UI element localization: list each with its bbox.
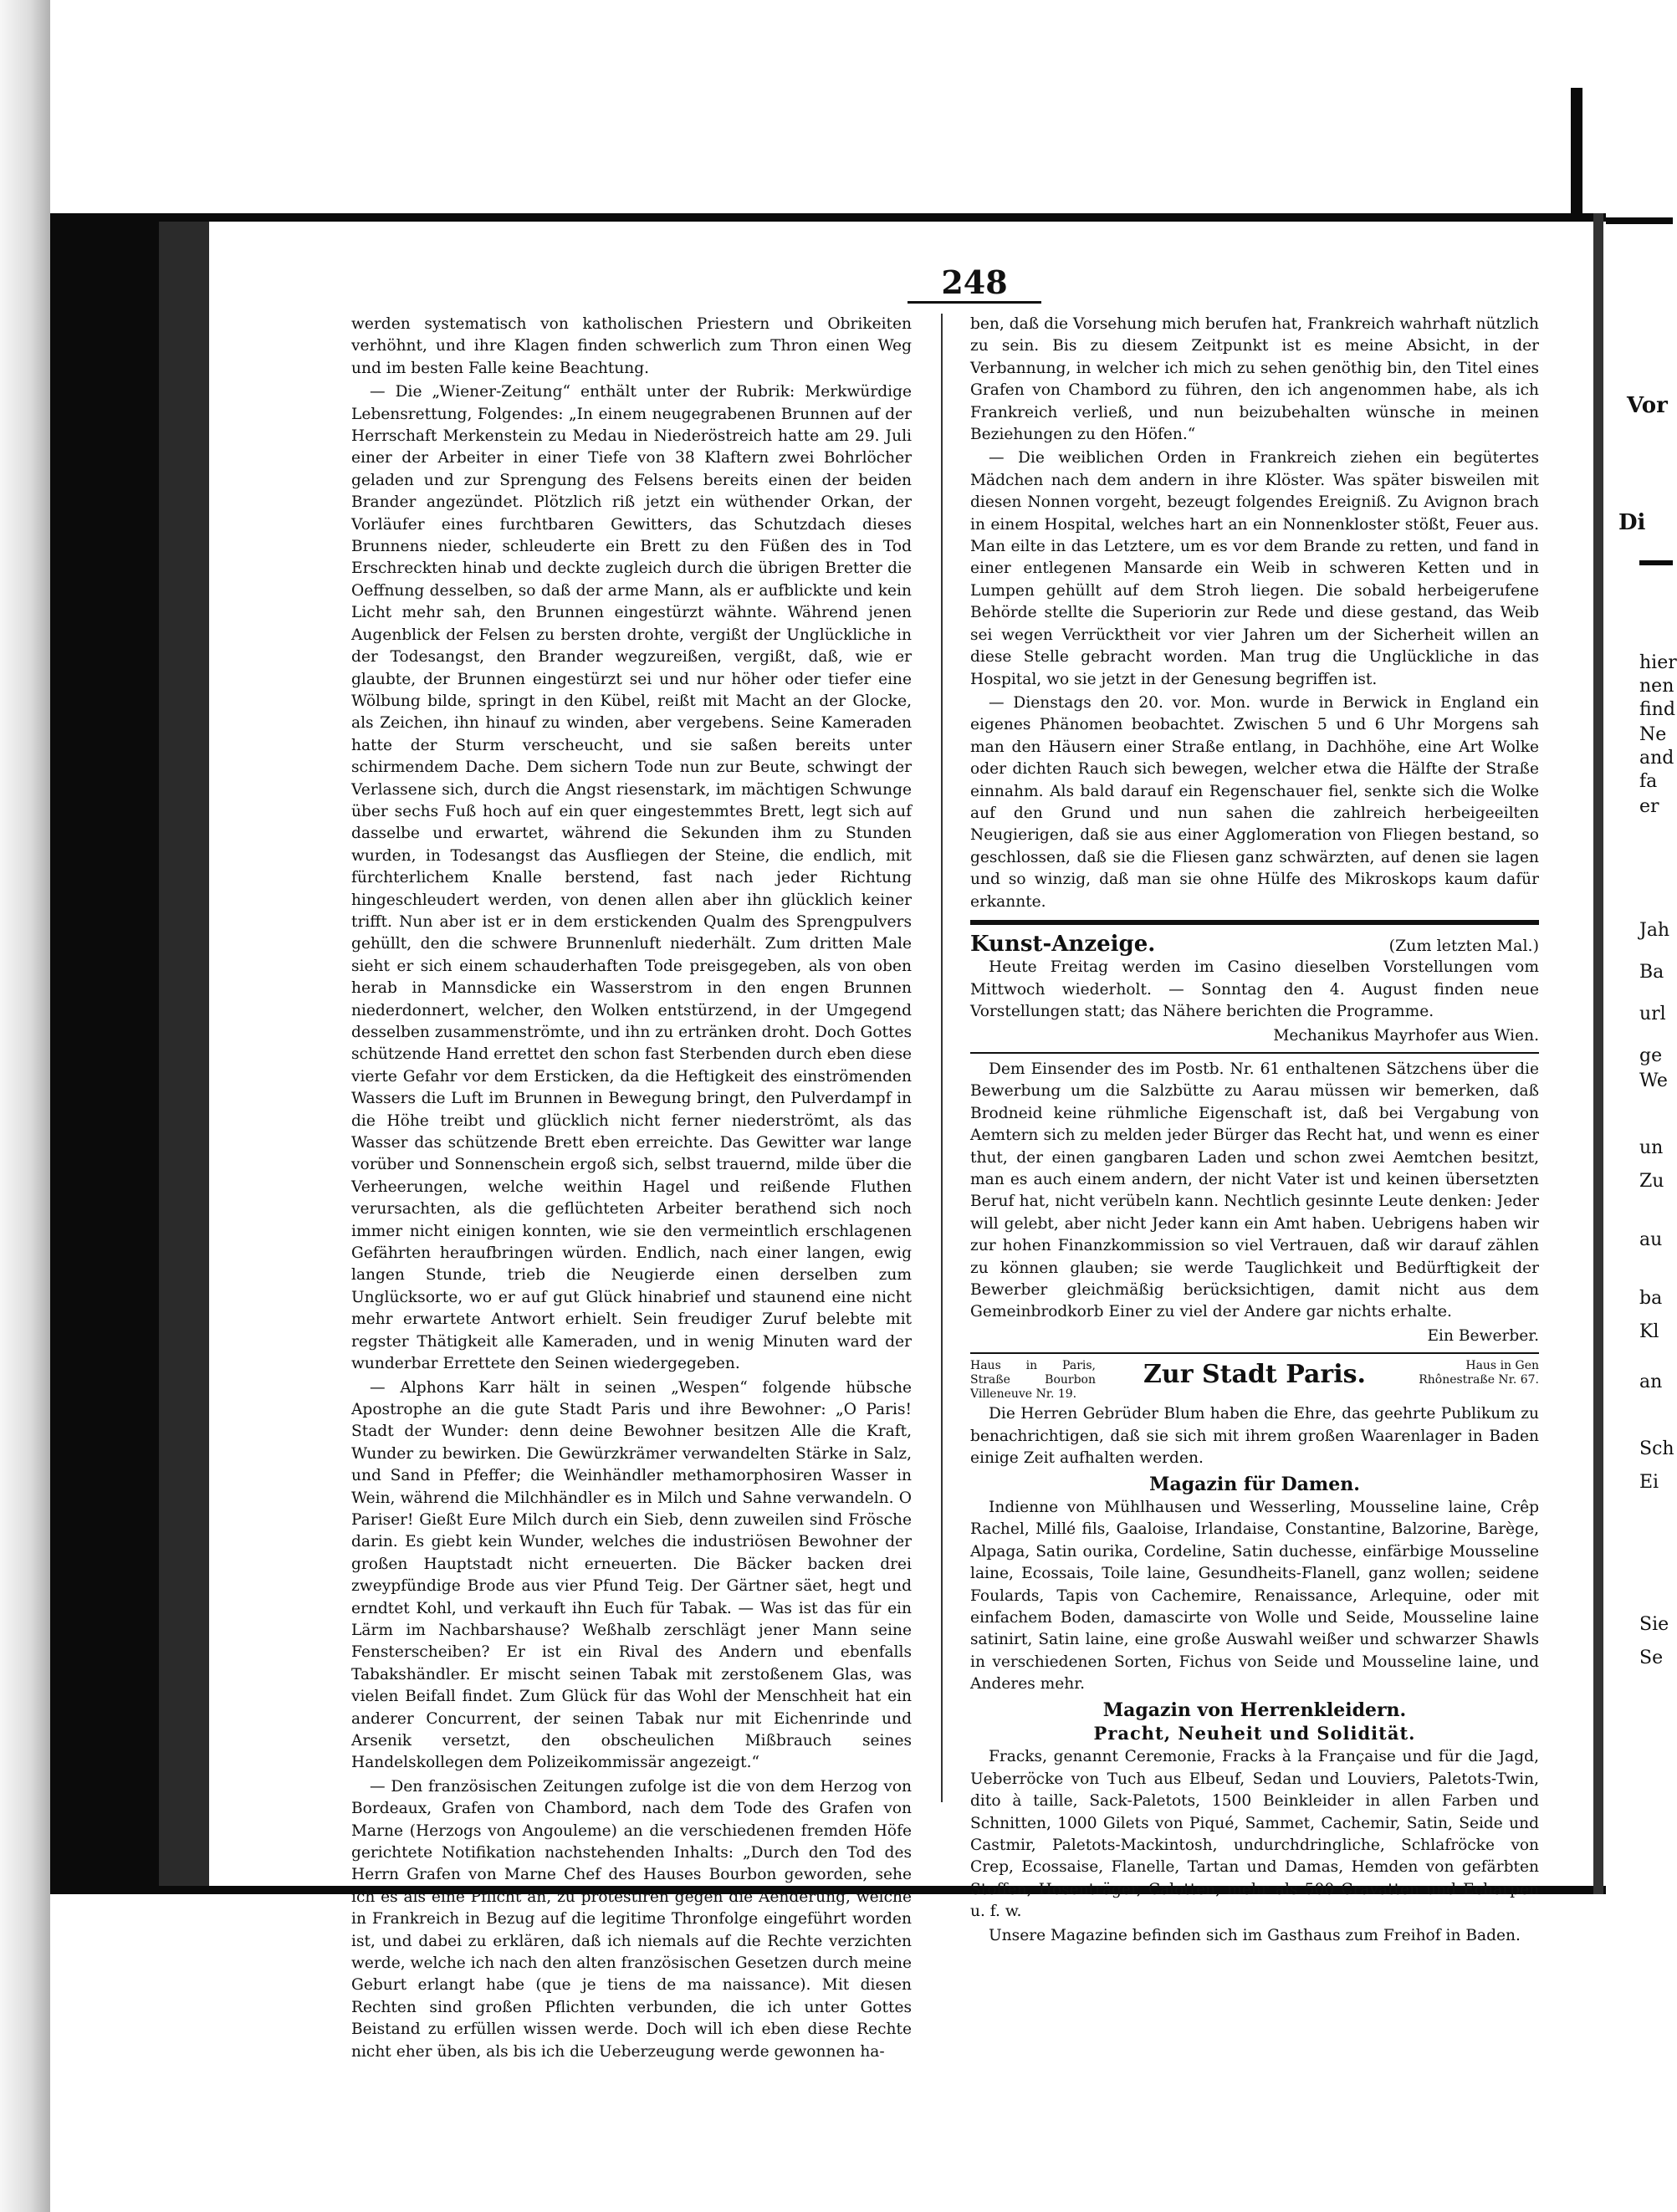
neighbor-fragment: Zu <box>1639 1171 1664 1192</box>
einsender-text: Dem Einsender des im Postb. Nr. 61 enthaltenen Sätzchens über die Bewerbung um die Salzbütte zu Aarau müssen wir bemerken, daß Brodneid keine rühmliche Eigenschaft ist, daß bei Vergabung von Aemtern sich zu melden jeder Bürger das Recht hat, und wenn es einer thut, der einen gangbaren Laden und schon zwei Aemtchen besitzt, man es auch einem andern, der nicht Vater ist und keinen übersetzten Beruf hat, nicht verübeln kann. Nechtlich gesinnte Leute denken: Jeder will gelebt, aber nicht Jeder kann ein Amt haben. Uebrigens haben wir zur hohen Finanzkommission so viel Vertrauen, daß wir darauf zählen zu können glauben; sie werde Tauglichkeit und Bedürftigkeit der Bewerber gleichmäßig berücksichtigen, damit nicht aus dem Gemeinbrodkorb Einer zu viel der Andere gar nichts erhalte. <box>970 1060 1539 1321</box>
page-number: 248 <box>941 263 1008 301</box>
einsender-notice <box>970 1059 1539 1347</box>
herren-magazin-text: Fracks, genannt Ceremonie, Fracks à la Française und für die Jagd, Ueberröcke von Tuch aus Elbeuf, Sedan und Louviers, Paletots-Twin, dito à taille, Sack-Paletots, 1500 Beinkleider in allen Farben und Schnitten, 1000 Gilets von Piqué, Sammet, Cachemir, Satin, Seide und Castmir, Paletots-Mackintosh, undurchdringliche, Schlafröcke von Crep, Ecossaise, Flanelle, Tartan und Damas, Hemden von gefärbten Stoffen, Hosenträger, Calotten, mehr als 500 Cravatten und Echarpen u. f. w. <box>970 1748 1539 1921</box>
neighbor-fragment: Se <box>1639 1648 1664 1668</box>
neighbor-fragment: and <box>1639 748 1674 769</box>
neighbor-fragment: nen <box>1639 676 1674 697</box>
damen-magazin-title: Magazin für Damen. <box>1149 1473 1360 1495</box>
neighbor-fragment: er <box>1639 796 1659 817</box>
neighbor-fragment: Ne <box>1639 724 1667 745</box>
herren-magazin-title: Magazin von Herrenkleidern. <box>1102 1699 1407 1721</box>
neighbor-fragment: url <box>1639 1004 1666 1024</box>
article-paragraph: werden systematisch von katholischen Priestern und Obrikeiten verhöhnt, und ihre Klagen finden schwerlich zum Thron einen Weg und im besten Falle keine Beachtung. <box>351 315 912 377</box>
geneva-address: Haus in Gen Rhônestraße Nr. 67. <box>1419 1359 1539 1387</box>
neighbor-fragment: Ba <box>1639 962 1664 983</box>
neighbor-fragment: find <box>1639 699 1675 720</box>
right-column <box>970 314 1539 1949</box>
article-paragraph: ben, daß die Vorsehung mich berufen hat, Frankreich wahrhaft nützlich zu sein. Bis zu diesem Zeitpunkt ist es meine Absicht, in der Verbannung, in welcher ich mich zu sehen genöthig bin, den Titel eines Grafen von Chambord zu führen, den ich angenommen habe, als ich Frankreich verließ, und nun beizubehalten wünsche in meinen Beziehungen zu den Höfen.“ <box>970 315 1539 444</box>
article-paragraph: — Die weiblichen Orden in Frankreich ziehen ein begütertes Mädchen nach dem andern in ihre Klöster. Was später bisweilen mit diesen Nonnen vorgeht, bezeugt folgendes Ereigniß. Zu Avignon brach in einem Hospital, welches hart an ein Nonnenkloster stößt, Feuer aus. Man eilte in das Letztere, um es vor dem Brande zu retten, und fand in einer entlegenen Mansarde ein Weib in schweren Ketten und in Lumpen gehüllt auf dem Stroh liegen. Die sobald herbeigerufene Behörde stellte die Superiorin zur Rede und diese gestand, das Weib sei wegen Verrücktheit vor vier Jahren um der Sicherheit willen an diese Stelle gebracht worden. Man trug die Unglückliche in das Hospital, wo sie jetzt in der Genesung begriffen ist. <box>970 449 1539 688</box>
right-page-edge <box>1571 88 1582 222</box>
neighbor-fragment: We <box>1639 1070 1668 1091</box>
neighbor-fragment: an <box>1639 1372 1663 1392</box>
damen-magazin-text: Indienne von Mühlhausen und Wesserling, Mousseline laine, Crêp Rachel, Millé fils, Gaaloise, Irlandaise, Constantine, Balzorine, Barège, Alpaga, Satin ourika, Cordeline, Satin duchesse, einfärbige Mousseline laine, Ecossais, Toile laine, Gesundheits-Flanell, ganz wollen; seidene Foulards, Tapis von Cachemire, Renaissance, Arlequine, oder mit einfachem Boden, damascirte von Wolle und Seide, Mousseline laine satinirt, Satin laine, eine große Auswahl weißer und schwarzer Shawls in verschiedenen Sorten, Fichus von Seide und Mousseline laine, und Anderes mehr. <box>970 1498 1539 1693</box>
neighbor-fragment: Vor <box>1627 393 1668 418</box>
right-column-articles <box>970 314 1539 913</box>
article-paragraph: — Alphons Karr hält in seinen „Wespen“ folgende hübsche Apostrophe an die gute Stadt Paris und ihre Bewohner: „O Paris! Stadt der Wunder: denn deine Bewohner besitzen Alle die Kraft, Wunder zu bewirken. Die Gewürzkrämer verwandelten Stärke in Salz, und Sand in Pfeffer; die Weinhändler methamorphosiren Wasser in Wein, während die Milchhändler es in Milch und Sahne verwandeln. O Pariser! Gießt Eure Milch durch ein Sieb, denn zuweilen sind Frösche darin. Es giebt kein Wunder, welches die industriösen Bewohner der großen Hauptstadt nicht erneuerten. Die Bäcker backen drei zweypfündige Brode aus vier Pfund Teig. Der Gärtner säet, hegt und erndtet Kohl, und verkauft ihn Euch für Tabak. — Was ist das für ein Lärm im Nachbarshause? Weßhalb zerschlägt jener Mann seine Fensterscheiben? Er ist ein Rival des Andern und ebenfalls Tabakshändler. Er mischt seinen Tabak mit zerstoßenem Glas, was vielen Beifall findet. Zum Glück für das Wohl der Menschheit hat ein anderer Concurrent, der seinen Tabak nur mit Eichenrinde und Arsenik versetzt, den obscheulichen Mißbrauch seines Handelskollegen dem Polizeikommissär angezeigt.“ <box>351 1378 912 1772</box>
page-number-rule <box>908 301 1041 304</box>
stadt-paris-ad <box>970 1359 1539 1947</box>
kunst-anzeige-text: Heute Freitag werden im Casino dieselben Vorstellungen vom Mittwoch wiederholt. — Sonntag den 4. August finden neue Vorstellungen statt; das Nähere berichten die Programme. <box>970 958 1539 1021</box>
right-page-top-rule <box>1606 217 1673 224</box>
article-paragraph: — Den französischen Zeitungen zufolge ist die von dem Herzog von Bordeaux, Grafen von Chambord, nach dem Tode des Grafen von Marne (Herzogs von Angouleme) an die verschiedenen fremden Höfe gerichtete Notifikation nachstehenden Inhalts: „Durch den Tod des Herrn Grafen von Marne Chef des Hauses Bourbon geworden, sehe ich es als eine Pflicht an, zu protestiren gegen die Aenderung, welche in Frankreich in Bezug auf die legitime Thronfolge eingeführt worden ist, und dabei zu erklären, daß ich niemals auf die Rechte verzichten werde, welche ich nach den alten französischen Gesetzen durch meine Geburt erlangt habe (que je tiens de ma naissance). Mit diesen Rechten sind großen Pflichten verbunden, die ich unter Gottes Beistand zu erfüllen wissen werde. Doch will ich eben diese Rechte nicht eher üben, als bis ich die Ueberzeugung werde gewonnen ha- <box>351 1777 912 2061</box>
herren-magazin-subtitle: Pracht, Neuheit und Solidität. <box>1093 1722 1416 1744</box>
neighbor-fragment: fa <box>1639 771 1658 792</box>
stadt-paris-intro: Die Herren Gebrüder Blum haben die Ehre, das geehrte Publikum zu benachrichtigen, daß sie sich mit ihrem großen Waarenlager in Baden einige Zeit aufhalten werden. <box>970 1405 1539 1468</box>
section-rule <box>970 1052 1539 1054</box>
paris-address: Haus in Paris, Straße Bourbon Villeneuve Nr. 19. <box>970 1359 1096 1402</box>
neighbor-fragment: au <box>1639 1229 1663 1250</box>
right-page-rule-2 <box>1639 560 1673 565</box>
stadt-paris-title: Zur Stadt Paris. <box>1143 1360 1366 1390</box>
left-column <box>351 314 912 2065</box>
left-scan-edge-inner <box>159 213 209 1894</box>
neighbor-fragment: Sie <box>1639 1614 1669 1635</box>
neighbor-fragment: ge <box>1639 1045 1663 1066</box>
page-binding-shadow <box>0 0 50 2212</box>
section-rule <box>970 920 1539 925</box>
article-paragraph: — Die „Wiener-Zeitung“ enthält unter der Rubrik: Merkwürdige Lebensrettung, Folgendes: „In einem neugegrabenen Brunnen auf der Herrschaft Merkenstein zu Medau in Niederöstreich hatte am 29. Juli einer der Arbeiter in einer Tiefe von 38 Klaftern zwei Bohrlöcher geladen und zur Sprengung des Felsens bereits einen der beiden Brander angezündet. Plötzlich riß jetzt ein wüthender Orkan, der Vorläufer eines furchtbaren Gewitters, das Schutzdach dieses Brunnens nieder, schleuderte ein Brett zu den Füßen des in Tod Erschreckten hinab und deckte zugleich durch die übrigen Bretter die Oeffnung desselben, so daß der arme Mann, als er aufblickte und kein Licht mehr sah, den Brunnen eingestürzt wähnte. Während jenen Augenblick der Felsen zu bersten drohte, vergißt der Unglückliche in der Todesangst, den Brander wegzureißen, vergißt, daß, wie er glaubte, der Brunnen eingestürzt sei und nur höher oder tiefer eine Wölbung bilde, springt in den Kübel, reißt mit Macht an der Glocke, als Zeichen, ihn hinauf zu winden, aber vergebens. Seine Kameraden hatte der Sturm verscheucht, und sie saßen bereits unter schirmendem Dache. Dem sichern Tode nun zur Beute, schwingt der Verlassene sich, durch die Angst riesenstark, im mächtigen Schwunge über sechs Fuß hoch auf ein quer eingestemmtes Brett, legt sich auf dasselbe und erwartet, während die Sekunden ihm zu Stunden wurden, in Todesangst das Ausfliegen der Steine, die endlich, mit fürchterlichem Knalle berstend, fast nach jeder Richtung hingeschleudert werden, von denen allen aber ihn glücklich keiner trifft. Nun aber ist er in dem erstickenden Qualm des Sprengpulvers gehüllt, den die schwere Brunnenluft niederhält. Zum dritten Male sieht er sich einem schauderhaften Tode preisgegeben, als von oben herab in Mannsdicke ein Wasserstrom in den engen Brunnen niederdonnert, welcher, den Wolken entstürzend, in der Umgegend desselben zusammenströmte, und ihn zu ertränken droht. Doch Gottes schützende Hand errettet den schon fast Sterbenden durch eben diese vierte Gefahr vor dem Ersticken, da die Heftigkeit des einströmenden Wassers die Luft im Brunnen in Bewegung bringt, den Pulverdampf in die Höhe treibt und glücklich nicht ferner niederströmt, als das Wasser das schützende Brett eben erreichte. Das Gewitter war lange vorüber und Sonnenschein ergoß sich, selbst trauernd, milde über die Verheerungen, welche weithin Hagel und reißende Fluthen verursachten, als die geflüchteten Arbeiter berathend sich noch immer nicht einigen konnten, wie sie den vermeintlich erschlagenen Gefährten heraufbringen würden. Endlich, nach einer langen, ewig langen Stunde, trieb die Neugierde einen derselben zum Unglücksorte, wo er auf gut Glück hinabrief und staunend eine nicht mehr erwartete Antwort erhielt. Sein freudiger Zuruf belebte mit regster Thätigkeit alle Kameraden, und in wenig Minuten ward der wunderbar Errettete den Seinen wiedergegeben. <box>351 383 912 1373</box>
kunst-anzeige <box>970 930 1539 1047</box>
newspaper-page <box>318 251 1572 2061</box>
neighbor-fragment: Di <box>1618 510 1646 535</box>
column-divider <box>941 314 943 1802</box>
neighbor-fragment: Kl <box>1639 1321 1659 1342</box>
kunst-anzeige-signature: Mechanikus Mayrhofer aus Wien. <box>1273 1026 1539 1045</box>
right-page-gutter <box>1593 213 1603 1894</box>
neighbor-fragment: Sch <box>1639 1438 1674 1459</box>
left-scan-edge <box>50 213 159 1894</box>
neighbor-fragment: ba <box>1639 1288 1663 1309</box>
kunst-anzeige-title: Kunst-Anzeige. <box>970 931 1156 957</box>
neighbor-fragment: un <box>1639 1137 1664 1158</box>
neighbor-fragment: Ei <box>1639 1472 1659 1493</box>
neighbor-fragment: hier <box>1639 652 1677 673</box>
stadt-paris-closing: Unsere Magazine befinden sich im Gasthaus zum Freihof in Baden. <box>989 1926 1521 1944</box>
top-scan-edge <box>100 213 1606 222</box>
kunst-anzeige-note: (Zum letzten Mal.) <box>1388 936 1539 955</box>
article-paragraph: — Dienstags den 20. vor. Mon. wurde in Berwick in England ein eigenes Phänomen beobachtet. Zwischen 5 und 6 Uhr Morgens sah man den Häusern einer Straße entlang, in Dachhöhe, eine Art Wolke oder dichten Rauch sich bewegen, welcher etwa die Hälfte der Straße einnahm. Als bald darauf ein Regenschauer fiel, senkte sich die Wolke auf den Grund und nun sahen die zahlreich herbeigeeilten Neugierigen, daß sie aus einer Agglomeration von Fliegen bestand, so geschlossen, daß sie die Fliesen ganz schwärzten, auf denen sie lagen und so winzig, daß man sie ohne Hülfe des Mikroskops kaum dafür erkannte. <box>970 693 1539 911</box>
neighbor-fragment: Jah <box>1639 920 1670 941</box>
section-rule <box>970 1352 1539 1354</box>
einsender-signature: Ein Bewerber. <box>1427 1326 1539 1345</box>
